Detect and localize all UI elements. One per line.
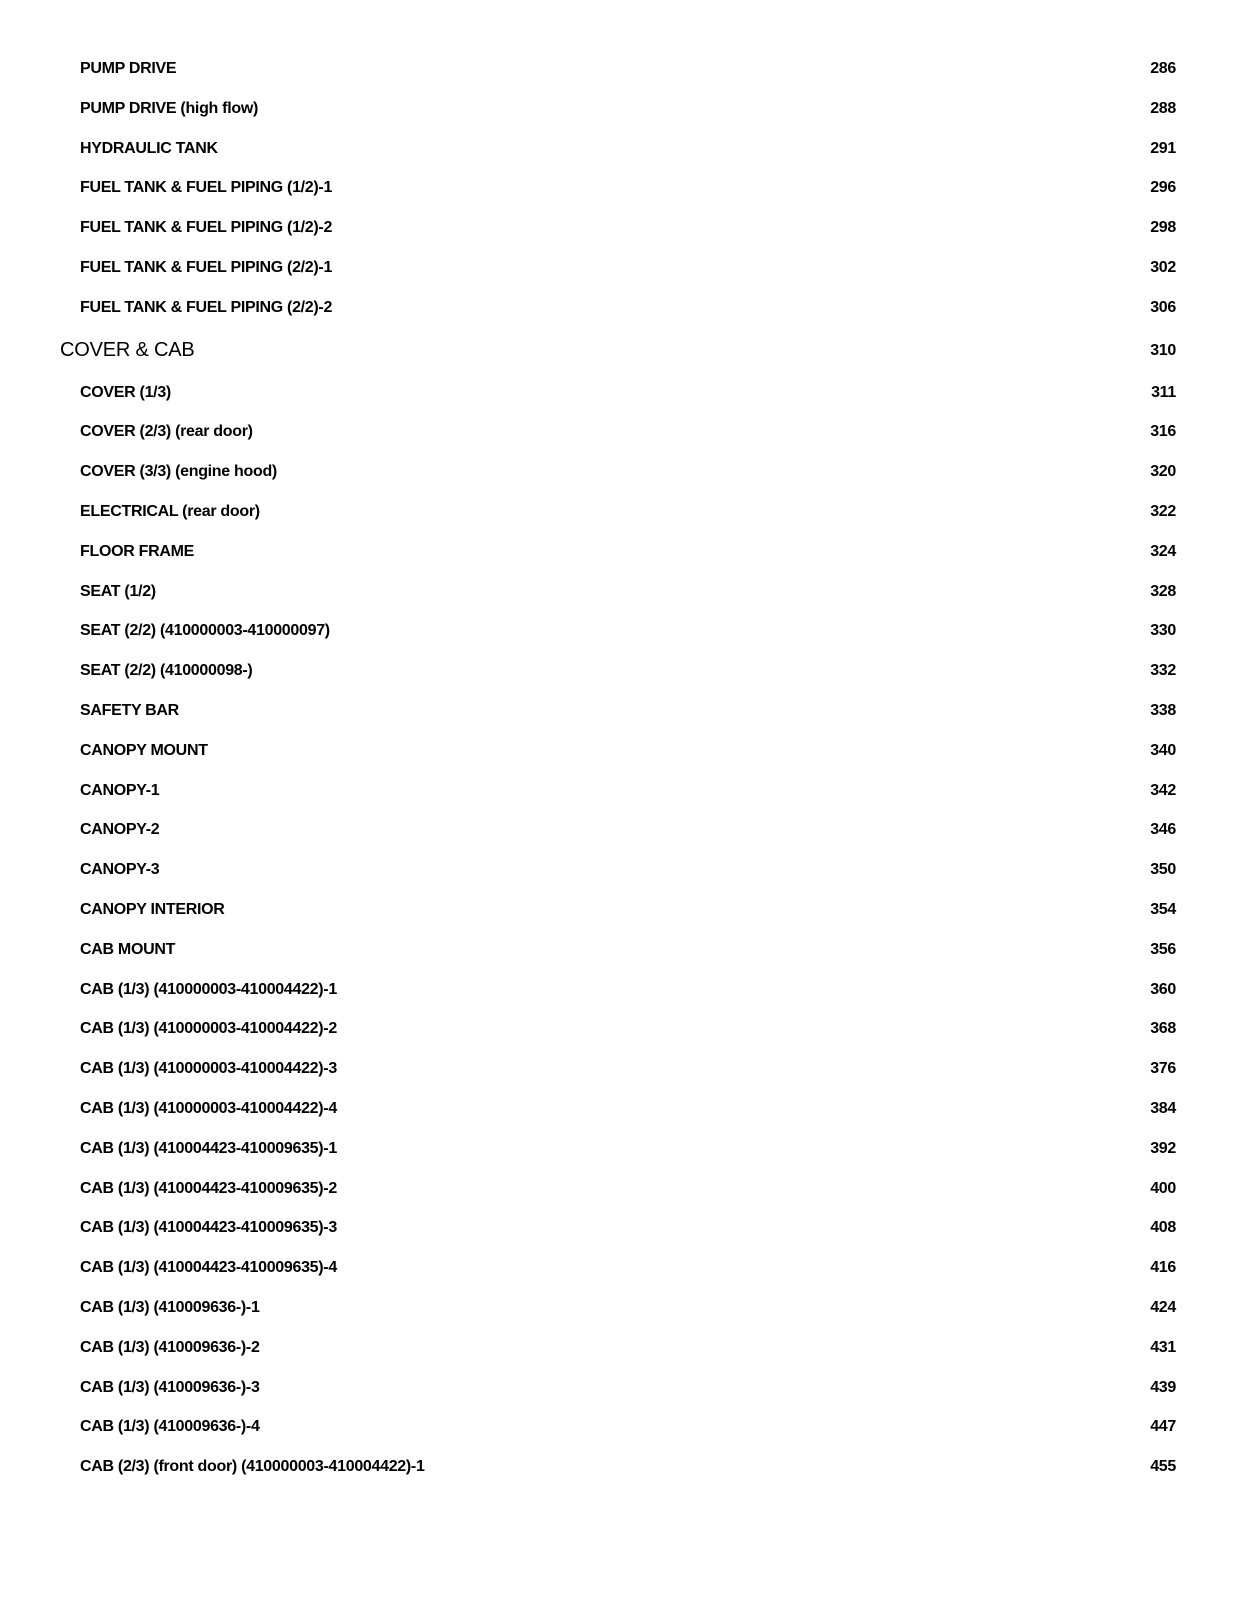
- toc-entry-title[interactable]: FUEL TANK & FUEL PIPING (1/2)-1: [80, 179, 333, 197]
- toc-entry-page-number[interactable]: 408: [1150, 1219, 1176, 1237]
- toc-entry-title[interactable]: CAB (1/3) (410009636-)-3: [80, 1378, 260, 1396]
- toc-entry[interactable]: [0, 651, 1236, 691]
- toc-entry[interactable]: [0, 1049, 1236, 1089]
- toc-entry[interactable]: [0, 771, 1236, 811]
- toc-entry-title[interactable]: CAB (1/3) (410000003-410004422)-3: [80, 1060, 337, 1078]
- toc-entry-page-number[interactable]: 316: [1150, 423, 1176, 441]
- toc-entry-page-number[interactable]: 340: [1150, 741, 1176, 759]
- toc-entry[interactable]: [0, 532, 1236, 572]
- table-of-contents: [0, 49, 1236, 1487]
- toc-entry[interactable]: [0, 1407, 1236, 1447]
- toc-entry-title[interactable]: CAB (2/3) (front door) (410000003-410004422)-1: [80, 1458, 425, 1476]
- toc-entry-page-number[interactable]: 328: [1150, 582, 1176, 600]
- toc-entry[interactable]: [0, 1447, 1236, 1487]
- toc-entry-title[interactable]: COVER (1/3): [80, 383, 171, 401]
- toc-entry-title[interactable]: PUMP DRIVE: [80, 60, 177, 77]
- toc-entry[interactable]: [0, 930, 1236, 970]
- toc-entry-page-number[interactable]: 392: [1150, 1139, 1176, 1157]
- toc-entry[interactable]: [0, 1368, 1236, 1408]
- toc-entry-title[interactable]: SEAT (2/2) (410000098-): [80, 662, 253, 680]
- toc-entry[interactable]: [0, 288, 1236, 328]
- toc-entry[interactable]: [0, 129, 1236, 169]
- toc-entry-title[interactable]: CAB (1/3) (410009636-)-4: [80, 1418, 260, 1436]
- toc-entry-title[interactable]: HYDRAULIC TANK: [80, 139, 218, 157]
- toc-entry-page-number[interactable]: 368: [1150, 1020, 1176, 1038]
- toc-entry-title[interactable]: ELECTRICAL (rear door): [80, 502, 260, 520]
- toc-entry-page-number[interactable]: 439: [1150, 1378, 1176, 1396]
- toc-entry-title[interactable]: CAB (1/3) (410009636-)-1: [80, 1298, 260, 1316]
- toc-entry-page-number[interactable]: 455: [1150, 1458, 1176, 1476]
- toc-entry[interactable]: [0, 970, 1236, 1010]
- toc-entry-title[interactable]: SAFETY BAR: [80, 701, 179, 719]
- toc-entry[interactable]: [0, 1248, 1236, 1288]
- toc-entry-page-number[interactable]: 356: [1150, 940, 1176, 958]
- toc-entry-title[interactable]: CANOPY-2: [80, 821, 160, 839]
- toc-entry-page-number[interactable]: 384: [1150, 1099, 1176, 1117]
- toc-entry-title[interactable]: CAB (1/3) (410004423-410009635)-3: [80, 1219, 337, 1237]
- toc-entry-title[interactable]: SEAT (2/2) (410000003-410000097): [80, 622, 330, 640]
- toc-section-heading[interactable]: [0, 328, 1236, 373]
- toc-entry-page-number[interactable]: 360: [1150, 980, 1176, 998]
- toc-entry-page-number[interactable]: 416: [1150, 1259, 1176, 1277]
- toc-entry-title[interactable]: FUEL TANK & FUEL PIPING (2/2)-2: [80, 298, 333, 316]
- toc-entry-page-number[interactable]: 298: [1150, 219, 1176, 237]
- toc-entry[interactable]: [0, 492, 1236, 532]
- toc-entry-page-number[interactable]: 302: [1150, 258, 1176, 276]
- toc-entry-title[interactable]: CAB (1/3) (410004423-410009635)-2: [80, 1179, 337, 1197]
- toc-entry[interactable]: [0, 1328, 1236, 1368]
- toc-entry-title[interactable]: CAB (1/3) (410000003-410004422)-2: [80, 1020, 337, 1038]
- toc-entry[interactable]: [0, 1208, 1236, 1248]
- toc-entry-title[interactable]: CAB (1/3) (410004423-410009635)-1: [80, 1139, 337, 1157]
- toc-entry-page-number[interactable]: 342: [1150, 781, 1176, 799]
- toc-entry[interactable]: [0, 248, 1236, 288]
- toc-entry[interactable]: [0, 890, 1236, 930]
- toc-entry-page-number[interactable]: 332: [1150, 662, 1176, 680]
- toc-entry[interactable]: [0, 168, 1236, 208]
- toc-entry-page-number[interactable]: 346: [1150, 821, 1176, 839]
- toc-entry[interactable]: [0, 731, 1236, 771]
- toc-entry-page-number[interactable]: 376: [1150, 1060, 1176, 1078]
- toc-entry-title[interactable]: CAB (1/3) (410000003-410004422)-1: [80, 980, 337, 998]
- toc-entry[interactable]: [0, 412, 1236, 452]
- toc-entry-title[interactable]: PUMP DRIVE (high flow): [80, 99, 258, 117]
- toc-entry-title[interactable]: COVER & CAB: [60, 338, 195, 361]
- toc-entry-page-number[interactable]: 330: [1150, 622, 1176, 640]
- toc-entry-title[interactable]: CAB (1/3) (410004423-410009635)-4: [80, 1259, 337, 1277]
- toc-entry-page-number[interactable]: 447: [1150, 1418, 1176, 1436]
- toc-entry[interactable]: [0, 1129, 1236, 1169]
- toc-entry-title[interactable]: FUEL TANK & FUEL PIPING (1/2)-2: [80, 219, 333, 237]
- toc-entry[interactable]: [0, 1169, 1236, 1209]
- toc-entry[interactable]: [0, 1089, 1236, 1129]
- toc-entry-title[interactable]: CAB (1/3) (410009636-)-2: [80, 1338, 260, 1356]
- toc-entry[interactable]: [0, 611, 1236, 651]
- toc-entry[interactable]: [0, 89, 1236, 129]
- toc-entry-title[interactable]: CAB (1/3) (410000003-410004422)-4: [80, 1099, 337, 1117]
- toc-entry-page-number[interactable]: 400: [1150, 1179, 1176, 1197]
- toc-entry-page-number[interactable]: 296: [1150, 179, 1176, 197]
- toc-entry[interactable]: [0, 572, 1236, 612]
- toc-entry[interactable]: [0, 49, 1236, 89]
- toc-entry-title[interactable]: FLOOR FRAME: [80, 542, 195, 560]
- toc-entry[interactable]: [0, 1288, 1236, 1328]
- toc-entry[interactable]: [0, 452, 1236, 492]
- toc-entry-page-number[interactable]: 310: [1150, 341, 1176, 359]
- toc-entry-page-number[interactable]: 288: [1150, 99, 1176, 117]
- toc-entry[interactable]: [0, 1009, 1236, 1049]
- toc-entry-page-number[interactable]: 350: [1150, 861, 1176, 879]
- toc-entry-title[interactable]: COVER (3/3) (engine hood): [80, 463, 277, 481]
- toc-entry-page-number[interactable]: 324: [1150, 542, 1176, 560]
- toc-entry[interactable]: [0, 850, 1236, 890]
- toc-entry-page-number[interactable]: 424: [1150, 1298, 1176, 1316]
- toc-entry-title[interactable]: CANOPY-3: [80, 861, 160, 879]
- toc-entry-page-number[interactable]: 338: [1150, 701, 1176, 719]
- toc-entry-page-number[interactable]: 311: [1151, 383, 1176, 401]
- toc-entry[interactable]: [0, 373, 1236, 413]
- toc-entry-title[interactable]: CANOPY INTERIOR: [80, 900, 225, 918]
- toc-entry-title[interactable]: SEAT (1/2): [80, 582, 156, 600]
- toc-entry-page-number[interactable]: 322: [1150, 502, 1176, 520]
- toc-entry-page-number[interactable]: 286: [1150, 60, 1176, 77]
- toc-entry-title[interactable]: FUEL TANK & FUEL PIPING (2/2)-1: [80, 258, 333, 276]
- toc-entry-page-number[interactable]: 306: [1150, 298, 1176, 316]
- toc-entry[interactable]: [0, 208, 1236, 248]
- toc-entry-title[interactable]: CANOPY-1: [80, 781, 160, 799]
- toc-entry-title[interactable]: CANOPY MOUNT: [80, 741, 208, 759]
- toc-entry-page-number[interactable]: 354: [1150, 900, 1176, 918]
- toc-entry-page-number[interactable]: 320: [1150, 463, 1176, 481]
- toc-entry[interactable]: [0, 810, 1236, 850]
- toc-entry-page-number[interactable]: 431: [1150, 1338, 1176, 1356]
- toc-entry-title[interactable]: CAB MOUNT: [80, 940, 176, 958]
- toc-entry-page-number[interactable]: 291: [1150, 139, 1176, 157]
- toc-entry[interactable]: [0, 691, 1236, 731]
- toc-entry-title[interactable]: COVER (2/3) (rear door): [80, 423, 253, 441]
